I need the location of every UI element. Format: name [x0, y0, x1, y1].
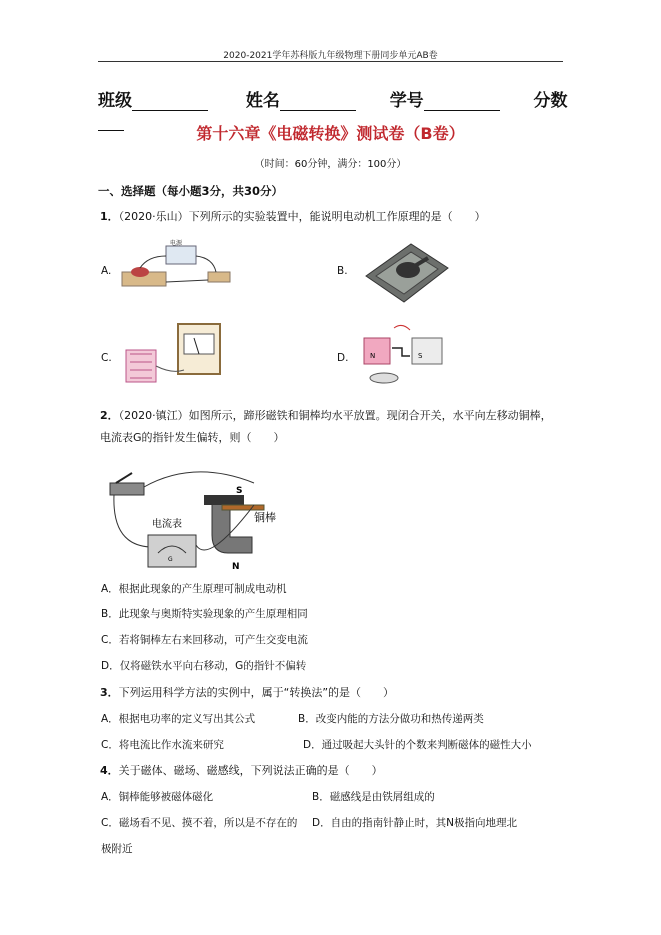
question-2: [100, 405, 570, 449]
fig-n-label: N: [232, 562, 240, 572]
name-blank[interactable]: [280, 92, 356, 111]
magnet-n-icon: [364, 338, 390, 364]
id-label: 学号: [389, 91, 424, 111]
class-label: 班级: [98, 91, 132, 111]
power-label: 电源: [170, 240, 183, 247]
class-blank[interactable]: [132, 92, 208, 111]
score-label: 分数: [533, 91, 568, 111]
q4-option-a[interactable]: A．铜棒能够被磁体磁化: [101, 791, 214, 803]
header-rule: [98, 61, 563, 62]
copper-rod-icon: [222, 505, 264, 510]
q4-option-b[interactable]: B．磁感线是由铁屑组成的: [312, 791, 435, 803]
q2-figure: [104, 465, 294, 575]
q4-number: 4．: [100, 764, 119, 777]
q2-option-b[interactable]: B．此现象与奥斯特实验现象的产生原理相同: [101, 608, 308, 620]
q4-option-d-line2: 极附近: [101, 843, 133, 855]
q1-figure-b: [356, 236, 456, 306]
q1-option-d-label: D.: [337, 352, 349, 364]
running-header: 2020-2021学年苏科版九年级物理下册同步单元AB卷: [223, 51, 438, 61]
q1-figure-d: [354, 320, 454, 390]
q4-option-d-line1[interactable]: D．自由的指南针静止时，其N极指向地理北: [312, 817, 517, 829]
question-1: [100, 208, 486, 224]
name-label: 姓名: [245, 91, 280, 111]
q2-text-line1: （2020·镇江）如图所示，蹄形磁铁和铜棒均水平放置。现闭合开关，水平向左移动铜棒，: [118, 409, 552, 422]
q3-option-c[interactable]: C．将电流比作水流来研究: [101, 739, 224, 751]
q1-figure-a: [118, 236, 236, 296]
switch-icon: [110, 483, 144, 495]
fig-s-label: S: [236, 486, 243, 496]
coil-icon: [131, 267, 149, 277]
g-label: G: [168, 556, 173, 563]
q1-option-c-label: C.: [101, 352, 112, 364]
magnet-s-icon: [412, 338, 442, 364]
id-blank[interactable]: [424, 92, 500, 111]
q2-option-d[interactable]: D．仅将磁铁水平向右移动，G的指针不偏转: [101, 660, 307, 672]
q2-text-line2: 电流表G的指针发生偏转，则（ ）: [100, 431, 285, 444]
switch-base: [208, 272, 230, 282]
q1-option-b-label: B.: [337, 265, 348, 277]
fig-d-n: N: [370, 352, 376, 360]
q3-option-a[interactable]: A．根据电功率的定义写出其公式: [101, 713, 256, 725]
power-supply-icon: [166, 246, 196, 264]
ammeter-label: 电流表: [152, 519, 182, 530]
q2-number: 2．: [100, 409, 119, 422]
q2-option-c[interactable]: C．若将铜棒左右来回移动，可产生交变电流: [101, 634, 308, 646]
section-heading: 一、选择题（每小题3分，共30分）: [98, 184, 284, 198]
q1-figure-c: [122, 320, 232, 390]
q4-option-c[interactable]: C．磁场看不见、摸不着，所以是不存在的: [101, 817, 298, 829]
q3-text: 下列运用科学方法的实例中，属于“转换法”的是（ ）: [118, 686, 395, 699]
exam-title: 第十六章《电磁转换》测试卷（B卷）: [196, 124, 465, 143]
q1-option-a-label: A.: [101, 265, 112, 277]
q4-text: 关于磁体、磁场、磁感线，下列说法正确的是（ ）: [118, 764, 383, 777]
q1-text: （2020·乐山）下列所示的实验装置中，能说明电动机工作原理的是（ ）: [118, 210, 486, 223]
rod-label: 铜棒: [254, 511, 276, 524]
q3-number: 3．: [100, 686, 119, 699]
exam-subtitle: （时间：60分钟，满分：100分）: [254, 159, 407, 170]
q2-option-a[interactable]: A．根据此现象的产生原理可制成电动机: [101, 583, 287, 595]
question-4: [100, 762, 383, 778]
coil-block: [126, 350, 156, 382]
fig-d-s: S: [418, 352, 423, 360]
q3-option-b[interactable]: B．改变内能的方法分做功和热传递两类: [298, 713, 484, 725]
q1-number: 1．: [100, 210, 119, 223]
q3-option-d[interactable]: D．通过吸起大头针的个数来判断磁体的磁性大小: [303, 739, 532, 751]
question-3: [100, 684, 394, 700]
rotation-arrow-icon: [394, 325, 410, 330]
